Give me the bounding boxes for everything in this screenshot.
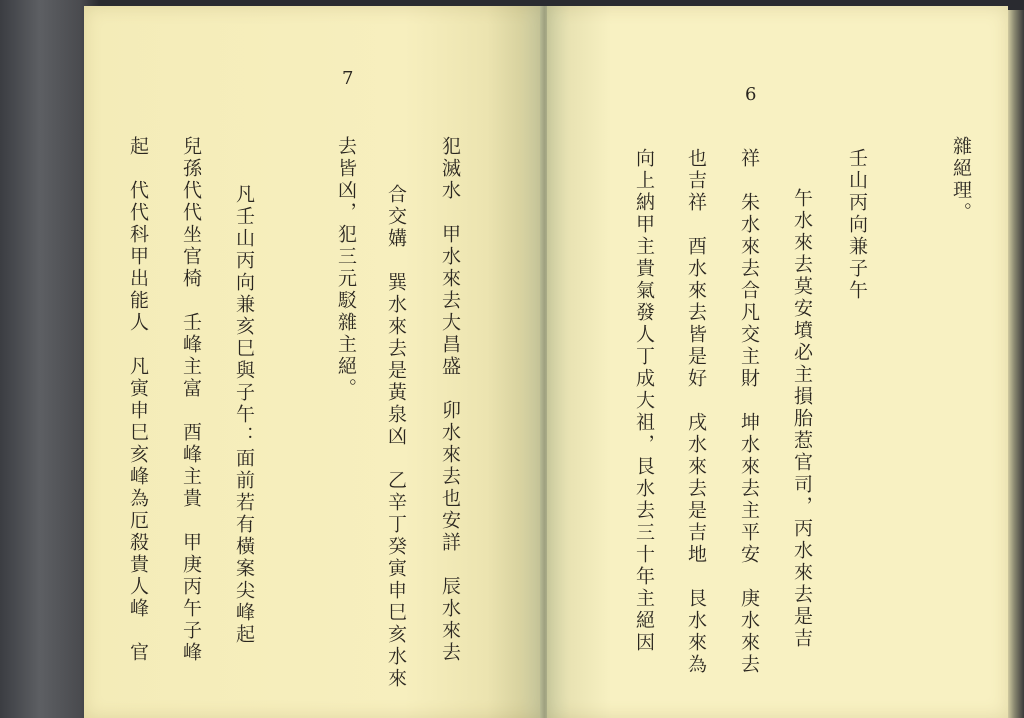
- text-column: 午水來去莫安墳必主損胎惹官司，丙水來去是吉: [791, 188, 813, 650]
- text-column: 起 代代科甲出能人 凡寅申巳亥峰為厄殺貴人峰 官: [127, 136, 149, 664]
- text-column: 兒孫代代坐官椅 壬峰主富 酉峰主貴 甲庚丙午子峰: [180, 136, 202, 664]
- text-column: 合交媾 巽水來去是黃泉凶 乙辛丁癸寅申巳亥水來: [385, 184, 407, 690]
- text-column: 凡壬山丙向兼亥巳與子午：面前若有橫案尖峰起: [233, 184, 255, 646]
- page-edge: [1008, 10, 1024, 718]
- text-column: 向上納甲主貴氣發人丁成大祖，艮水去三十年主絕因: [633, 148, 655, 654]
- text-column: 去皆凶，犯三元駁雜主絕。: [335, 136, 357, 400]
- section-heading: 壬山丙向兼子午: [846, 148, 868, 302]
- right-page: [547, 6, 1008, 718]
- text-column: 祥 朱水來去合凡交主財 坤水來去主平安 庚水來去: [738, 148, 760, 676]
- page-number: 6: [745, 84, 757, 105]
- page-number: 7: [342, 68, 354, 89]
- text-column: 犯滅水 甲水來去大昌盛 卯水來去也安詳 辰水來去: [439, 136, 461, 664]
- text-column: 也吉祥 酉水來去皆是好 戌水來去是吉地 艮水來為: [685, 148, 707, 676]
- section-title: 雜絕理。: [950, 136, 972, 224]
- left-page: [84, 6, 542, 718]
